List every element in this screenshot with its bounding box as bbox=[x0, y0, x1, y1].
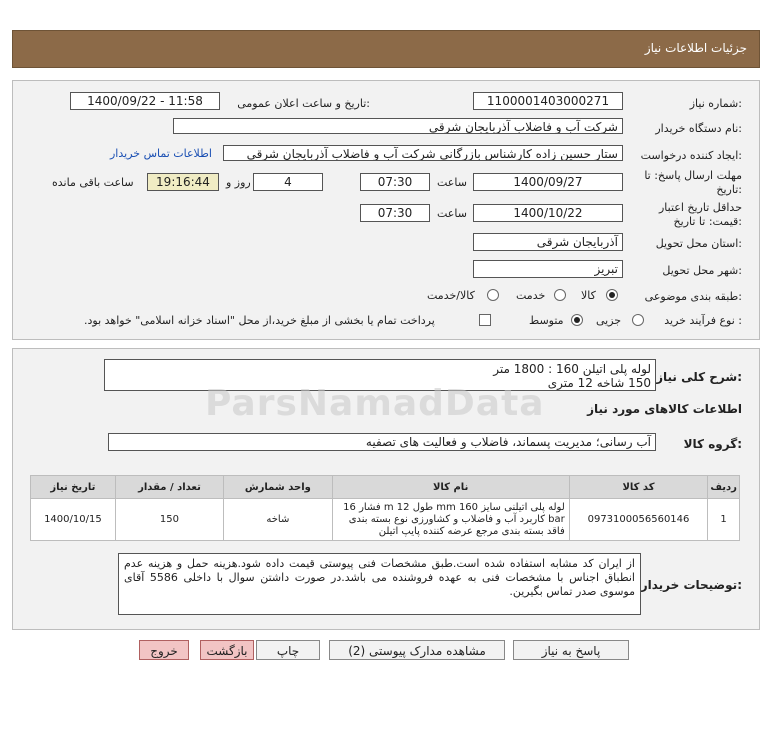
watermark: ParsNamadData bbox=[205, 383, 545, 424]
category-radio-goods-service[interactable] bbox=[487, 289, 499, 301]
validity-date-field: 1400/10/22 bbox=[473, 204, 623, 222]
process-radio-minor[interactable] bbox=[632, 314, 644, 326]
creator-label: ایجاد کننده درخواست: bbox=[640, 149, 742, 162]
need-number-label: شماره نیاز: bbox=[689, 97, 742, 110]
treasury-payment-checkbox[interactable] bbox=[479, 314, 491, 326]
process-option-medium: متوسط bbox=[529, 314, 564, 327]
goods-table bbox=[30, 475, 740, 541]
category-option-service: خدمت bbox=[516, 289, 546, 302]
buyer-org-label: نام دستگاه خریدار: bbox=[655, 122, 742, 135]
category-option-goods: کالا bbox=[581, 289, 596, 302]
process-radio-medium[interactable] bbox=[571, 314, 583, 326]
cell-unit: شاخه bbox=[224, 499, 332, 541]
validity-label-2: قیمت: تا تاریخ: bbox=[673, 215, 742, 228]
cell-quantity: 150 bbox=[115, 499, 223, 541]
goods-table-header bbox=[31, 476, 740, 499]
deadline-label-2: تاریخ: bbox=[716, 183, 742, 196]
province-field: آذربایجان شرقی bbox=[473, 233, 623, 251]
col-goods-code: کد کالا bbox=[569, 476, 707, 499]
buyer-notes-label: توضیحات خریدار: bbox=[640, 578, 742, 592]
page-title: جزئیات اطلاعات نیاز bbox=[644, 41, 747, 55]
table-row bbox=[31, 499, 740, 541]
city-field: تبریز bbox=[473, 260, 623, 278]
goods-group-label: گروه کالا: bbox=[683, 437, 742, 451]
province-label: استان محل تحویل: bbox=[655, 237, 742, 250]
page-header bbox=[12, 30, 760, 68]
validity-time-label: ساعت bbox=[437, 207, 467, 220]
announce-datetime-field: 1400/09/22 - 11:58 bbox=[70, 92, 220, 110]
need-number-field: 1100001403000271 bbox=[473, 92, 623, 110]
process-label: نوع فرآیند خرید : bbox=[664, 314, 742, 327]
view-attachments-button[interactable]: مشاهده مدارک پیوستی (2) bbox=[329, 640, 505, 660]
days-remaining-field: 4 bbox=[253, 173, 323, 191]
buyer-notes-field: از ایران کد مشابه استفاده شده است.طبق مشخصات فنی پیوستی قیمت داده شود.هزینه حمل و هزینه عدم انطباق اجناس با مشخصات فنی به عهده فروشنده می باشد.در صورت داشتن سوال با داخلی 5586 آقای موسوی صدر تماس بگیرین. bbox=[118, 553, 641, 615]
deadline-time-field: 07:30 bbox=[360, 173, 430, 191]
cell-row: 1 bbox=[708, 499, 740, 541]
col-quantity: تعداد / مقدار bbox=[115, 476, 223, 499]
goods-group-field: آب رسانی؛ مدیریت پسماند، فاضلاب و فعالیت های تصفیه bbox=[108, 433, 656, 451]
col-unit: واحد شمارش bbox=[224, 476, 332, 499]
cell-goods-name: لوله پلی اتیلنی سایز 160 mm طول 12 m فشار 16 bar کاربرد آب و فاضلاب و کشاورزی نوع بسته بندی فاقد بسته بندی مرجع عرضه کننده پایپ اتیلن bbox=[332, 499, 569, 541]
summary-label: شرح کلی نیاز: bbox=[656, 370, 742, 384]
announce-datetime-label: تاریخ و ساعت اعلان عمومی: bbox=[237, 97, 370, 110]
print-button[interactable]: چاپ bbox=[256, 640, 320, 660]
process-option-minor: جزیی bbox=[596, 314, 622, 327]
reply-button[interactable]: پاسخ به نیاز bbox=[513, 640, 629, 660]
category-option-goods-service: کالا/خدمت bbox=[427, 289, 475, 302]
creator-field: ستار حسین زاده کارشناس بازرگانی شرکت آب و فاضلاب آذربایجان شرقی bbox=[223, 145, 623, 161]
back-button[interactable]: بازگشت bbox=[200, 640, 254, 660]
validity-label: حداقل تاریخ اعتبار bbox=[658, 201, 742, 214]
days-label: روز و bbox=[226, 176, 251, 189]
remaining-time-label: ساعت باقی مانده bbox=[52, 176, 134, 189]
buyer-org-field: شرکت آب و فاضلاب آذربایجان شرقی bbox=[173, 118, 623, 134]
deadline-label: مهلت ارسال پاسخ: تا bbox=[644, 169, 742, 182]
deadline-date-field: 1400/09/27 bbox=[473, 173, 623, 191]
treasury-payment-note: پرداخت تمام یا بخشی از مبلغ خرید،از محل "اسناد خزانه اسلامی" خواهد بود. bbox=[84, 314, 435, 327]
summary-line-1: لوله پلی اتیلن 160 : 1800 متر bbox=[493, 362, 651, 376]
validity-time-field: 07:30 bbox=[360, 204, 430, 222]
category-radio-goods[interactable] bbox=[606, 289, 618, 301]
exit-button[interactable]: خروج bbox=[139, 640, 189, 660]
category-label: طبقه بندی موضوعی: bbox=[644, 290, 742, 303]
deadline-time-label: ساعت bbox=[437, 176, 467, 189]
col-row: ردیف bbox=[708, 476, 740, 499]
category-radio-service[interactable] bbox=[554, 289, 566, 301]
city-label: شهر محل تحویل: bbox=[662, 264, 742, 277]
cell-need-date: 1400/10/15 bbox=[31, 499, 116, 541]
cell-goods-code: 0973100056560146 bbox=[569, 499, 707, 541]
summary-line-2: 150 شاخه 12 متری bbox=[547, 376, 651, 390]
remaining-time-field: 19:16:44 bbox=[147, 173, 219, 191]
buyer-contact-link[interactable]: اطلاعات تماس خریدار bbox=[110, 147, 212, 160]
col-need-date: تاریخ نیاز bbox=[31, 476, 116, 499]
goods-section-title: اطلاعات کالاهای مورد نیاز bbox=[587, 402, 742, 416]
col-goods-name: نام کالا bbox=[332, 476, 569, 499]
